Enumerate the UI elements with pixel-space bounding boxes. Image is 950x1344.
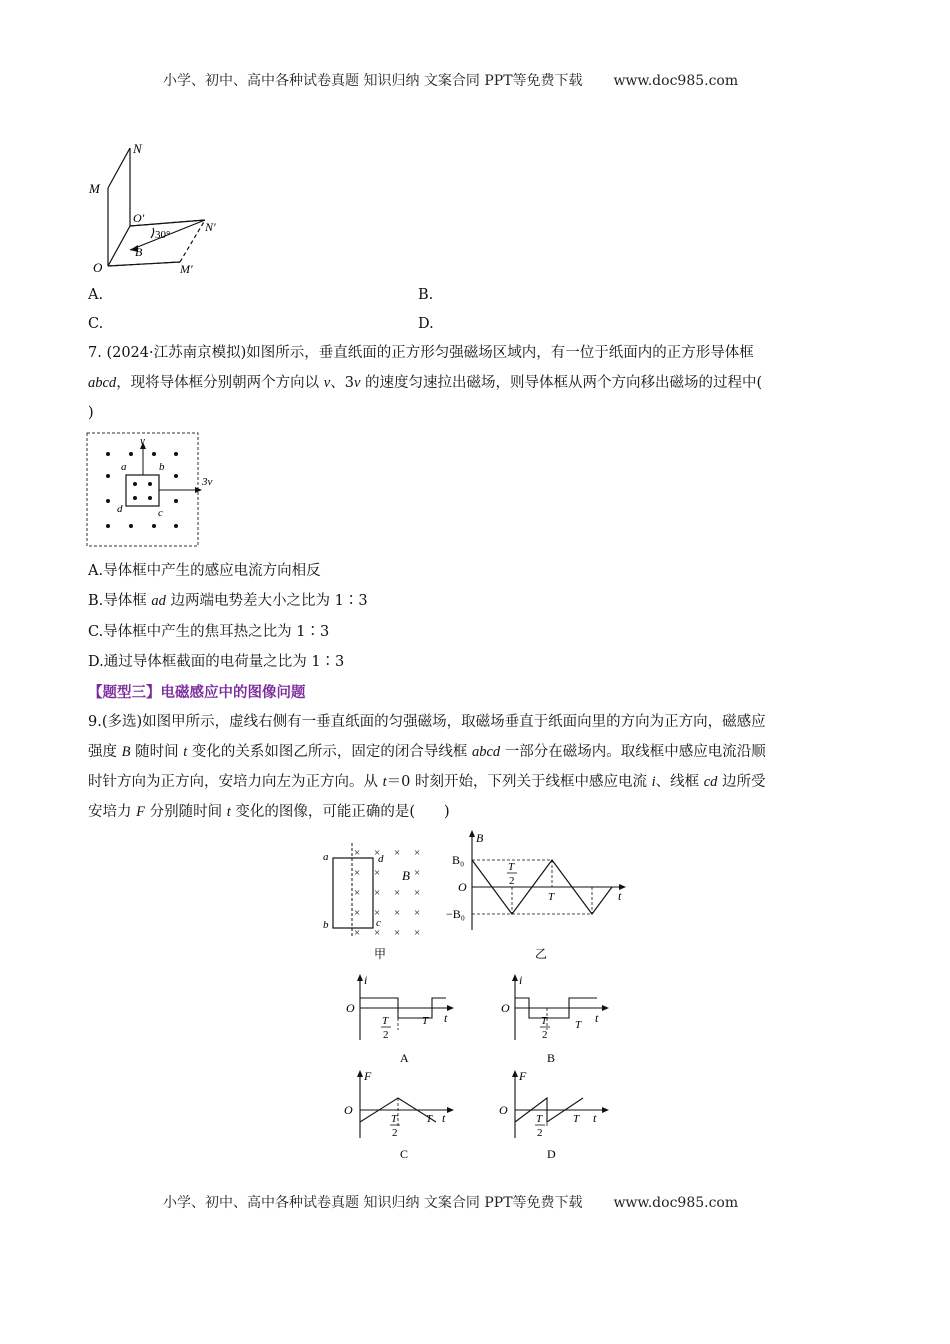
fig-jia xyxy=(318,838,438,966)
q6-option-c[interactable]: C. xyxy=(88,316,104,332)
yi-label-T: T xyxy=(548,891,555,903)
header-banner xyxy=(163,70,738,90)
footer-url[interactable]: www.doc985.com xyxy=(613,1195,739,1211)
label-v: v xyxy=(140,435,145,447)
svg-text:×: × xyxy=(394,887,401,899)
q7-var-abcd: abcd xyxy=(88,375,117,391)
q6-option-a[interactable]: A. xyxy=(88,287,104,303)
svg-text:O: O xyxy=(499,1103,508,1117)
header-url[interactable]: www.doc985.com xyxy=(613,73,739,89)
yi-label-T2-num: T xyxy=(508,861,515,873)
svg-text:×: × xyxy=(414,847,421,859)
svg-text:T: T xyxy=(573,1113,580,1125)
q7-stem-line2: abcd，现将导体框分别朝两个方向以 v、3v 的速度匀速拉出磁场，则导体框从两个方向移出磁场的过程中( xyxy=(88,375,763,391)
label-a: a xyxy=(121,461,127,473)
q7-option-b[interactable]: B.导体框 ad 边两端电势差大小之比为 1∶3 xyxy=(88,593,368,609)
svg-text:×: × xyxy=(394,847,401,859)
label-angle: 30° xyxy=(155,229,171,241)
svg-text:O: O xyxy=(346,1001,355,1015)
graph-b-caption: B xyxy=(547,1051,556,1065)
graph-a-y: i xyxy=(364,973,368,987)
label-B: B xyxy=(135,245,143,259)
svg-text:T: T xyxy=(426,1113,433,1125)
footer-left-text: 小学、初中、高中各种试卷真题 知识归纳 文案合同 PPT等免费下载 xyxy=(163,1195,583,1211)
q6-option-d[interactable]: D. xyxy=(418,316,434,332)
jia-label-B: B xyxy=(402,868,410,883)
jia-caption: 甲 xyxy=(374,947,387,961)
svg-text:×: × xyxy=(394,927,401,939)
graph-a xyxy=(340,972,460,1068)
svg-text:×: × xyxy=(374,927,381,939)
graph-d-y: F xyxy=(519,1069,527,1083)
svg-text:2: 2 xyxy=(392,1127,398,1139)
svg-text:T: T xyxy=(536,1113,543,1125)
yi-label-O: O xyxy=(458,880,467,894)
svg-text:×: × xyxy=(374,887,381,899)
svg-text:2: 2 xyxy=(537,1127,543,1139)
yi-label-t: t xyxy=(618,889,622,903)
svg-text:T: T xyxy=(382,1015,389,1027)
label-M: M xyxy=(89,181,100,196)
yi-label-B0: B₀ xyxy=(452,853,465,867)
graph-c-caption: C xyxy=(400,1147,409,1161)
header-left-text: 小学、初中、高中各种试卷真题 知识归纳 文案合同 PPT等免费下载 xyxy=(163,73,583,89)
svg-text:×: × xyxy=(414,907,421,919)
svg-text:×: × xyxy=(354,847,361,859)
section-title: 【题型三】电磁感应中的图像问题 xyxy=(88,684,306,701)
yi-caption: 乙 xyxy=(535,947,548,961)
svg-text:O: O xyxy=(501,1001,510,1015)
svg-text:t: t xyxy=(442,1111,446,1125)
label-3v: 3v xyxy=(202,476,213,488)
label-O-prime: O′ xyxy=(133,211,145,225)
fig-yi xyxy=(446,830,632,964)
yi-label-negB0: −B₀ xyxy=(446,907,465,921)
jia-label-d: d xyxy=(378,853,384,865)
svg-text:T: T xyxy=(422,1015,429,1027)
svg-text:2: 2 xyxy=(542,1029,548,1041)
graph-b-y: i xyxy=(519,973,523,987)
svg-text:T: T xyxy=(541,1015,548,1027)
label-d: d xyxy=(117,503,123,515)
q7-option-c[interactable]: C.导体框中产生的焦耳热之比为 1∶3 xyxy=(88,624,330,640)
graph-d xyxy=(495,1068,615,1164)
svg-text:×: × xyxy=(354,867,361,879)
svg-text:×: × xyxy=(354,887,361,899)
yi-label-T2-den: 2 xyxy=(509,875,515,887)
q9-stem-line3: 时针方向为正方向，安培力向左为正方向。从 t＝0 时刻开始，下列关于线框中感应电流 i、线框 cd 边所受 xyxy=(88,774,766,790)
q6-option-b[interactable]: B. xyxy=(418,287,434,303)
label-N: N xyxy=(133,141,142,156)
yi-label-B: B xyxy=(476,831,484,845)
svg-text:×: × xyxy=(394,907,401,919)
svg-text:×: × xyxy=(414,867,421,879)
q9-stem-line2: 强度 B 随时间 t 变化的关系如图乙所示，固定的闭合导线框 abcd 一部分在磁场内。取线框中感应电流沿顺 xyxy=(88,744,766,760)
graph-a-caption: A xyxy=(400,1051,409,1065)
svg-text:T: T xyxy=(575,1019,582,1031)
q7-stem-line1: 7. (2024·江苏南京模拟)如图所示，垂直纸面的正方形匀强磁场区域内，有一位于纸面内的正方形导体框 xyxy=(88,345,754,361)
svg-text:×: × xyxy=(374,907,381,919)
svg-text:2: 2 xyxy=(383,1029,389,1041)
label-b: b xyxy=(159,461,165,473)
footer-banner xyxy=(163,1192,738,1212)
svg-text:×: × xyxy=(354,927,361,939)
svg-text:×: × xyxy=(414,887,421,899)
svg-text:×: × xyxy=(354,907,361,919)
jia-label-a: a xyxy=(323,851,329,863)
graph-b xyxy=(495,972,615,1068)
q7-figure xyxy=(86,432,226,548)
label-N-prime: N′ xyxy=(205,220,216,234)
jia-label-c: c xyxy=(376,917,381,929)
graph-d-caption: D xyxy=(547,1147,556,1161)
q7-stem-line3: ) xyxy=(88,405,94,421)
graph-c-y: F xyxy=(364,1069,372,1083)
label-c: c xyxy=(158,507,163,519)
svg-text:t: t xyxy=(595,1011,599,1025)
q7-option-d[interactable]: D.通过导体框截面的电荷量之比为 1∶3 xyxy=(88,654,345,670)
svg-text:t: t xyxy=(444,1011,448,1025)
jia-label-b: b xyxy=(323,919,329,931)
label-O: O xyxy=(93,260,103,275)
svg-text:×: × xyxy=(414,927,421,939)
svg-text:t: t xyxy=(593,1111,597,1125)
svg-text:×: × xyxy=(374,867,381,879)
svg-text:T: T xyxy=(391,1113,398,1125)
q6-figure xyxy=(85,138,235,278)
graph-c xyxy=(340,1068,460,1164)
q9-stem-line1: 9.(多选)如图甲所示，虚线右侧有一垂直纸面的匀强磁场，取磁场垂直于纸面向里的方向为正方向，磁感应 xyxy=(88,714,766,730)
svg-text:×: × xyxy=(374,847,381,859)
q7-option-a[interactable]: A.导体框中产生的感应电流方向相反 xyxy=(88,563,321,579)
label-M-prime: M′ xyxy=(180,262,193,276)
q9-stem-line4: 安培力 F 分别随时间 t 变化的图像，可能正确的是( ) xyxy=(88,804,450,820)
svg-text:O: O xyxy=(344,1103,353,1117)
